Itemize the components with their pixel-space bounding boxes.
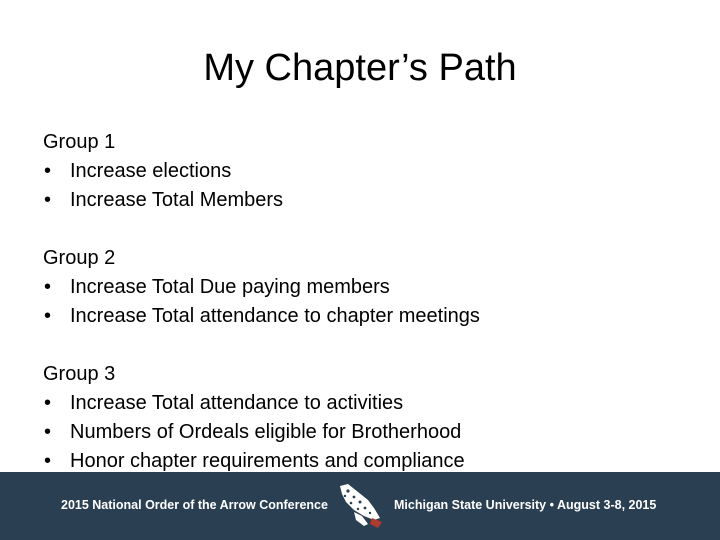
- group-3: [43, 360, 683, 476]
- bullet-icon: •: [44, 189, 52, 211]
- bullet-icon: •: [44, 392, 52, 414]
- list-item: [43, 157, 683, 186]
- bullet-icon: •: [44, 421, 52, 443]
- group-heading: Group 2: [43, 247, 116, 269]
- group-1: [43, 128, 683, 215]
- list-item: [43, 389, 683, 418]
- list-item: [43, 273, 683, 302]
- bullet-icon: •: [44, 450, 52, 472]
- list-item-text: Numbers of Ordeals eligible for Brotherhood: [70, 421, 462, 443]
- list-item-text: Increase Total Due paying members: [70, 276, 390, 298]
- slide-content: [43, 128, 683, 476]
- list-item-text: Increase Total attendance to activities: [70, 392, 404, 414]
- bullet-list: [43, 273, 683, 331]
- bullet-icon: •: [44, 305, 52, 327]
- bullet-list: [43, 157, 683, 215]
- list-item: [43, 418, 683, 447]
- list-item: [43, 302, 683, 331]
- list-item-text: Honor chapter requirements and compliance: [70, 450, 465, 472]
- list-item-text: Increase elections: [70, 160, 232, 182]
- list-item: [43, 186, 683, 215]
- list-item-text: Increase Total attendance to chapter meetings: [70, 305, 480, 327]
- group-heading: Group 3: [43, 363, 116, 385]
- group-2: [43, 244, 683, 331]
- arrowhead-logo-icon: [334, 482, 386, 530]
- bullet-icon: •: [44, 276, 52, 298]
- group-heading: Group 1: [43, 131, 116, 153]
- footer-bar: [0, 472, 720, 540]
- slide-title: My Chapter’s Path: [203, 47, 517, 89]
- venue-and-dates: Michigan State University • August 3-8, 2015: [394, 498, 657, 512]
- list-item-text: Increase Total Members: [70, 189, 284, 211]
- conference-name: 2015 National Order of the Arrow Conference: [61, 498, 328, 512]
- bullet-icon: •: [44, 160, 52, 182]
- bullet-list: [43, 389, 683, 476]
